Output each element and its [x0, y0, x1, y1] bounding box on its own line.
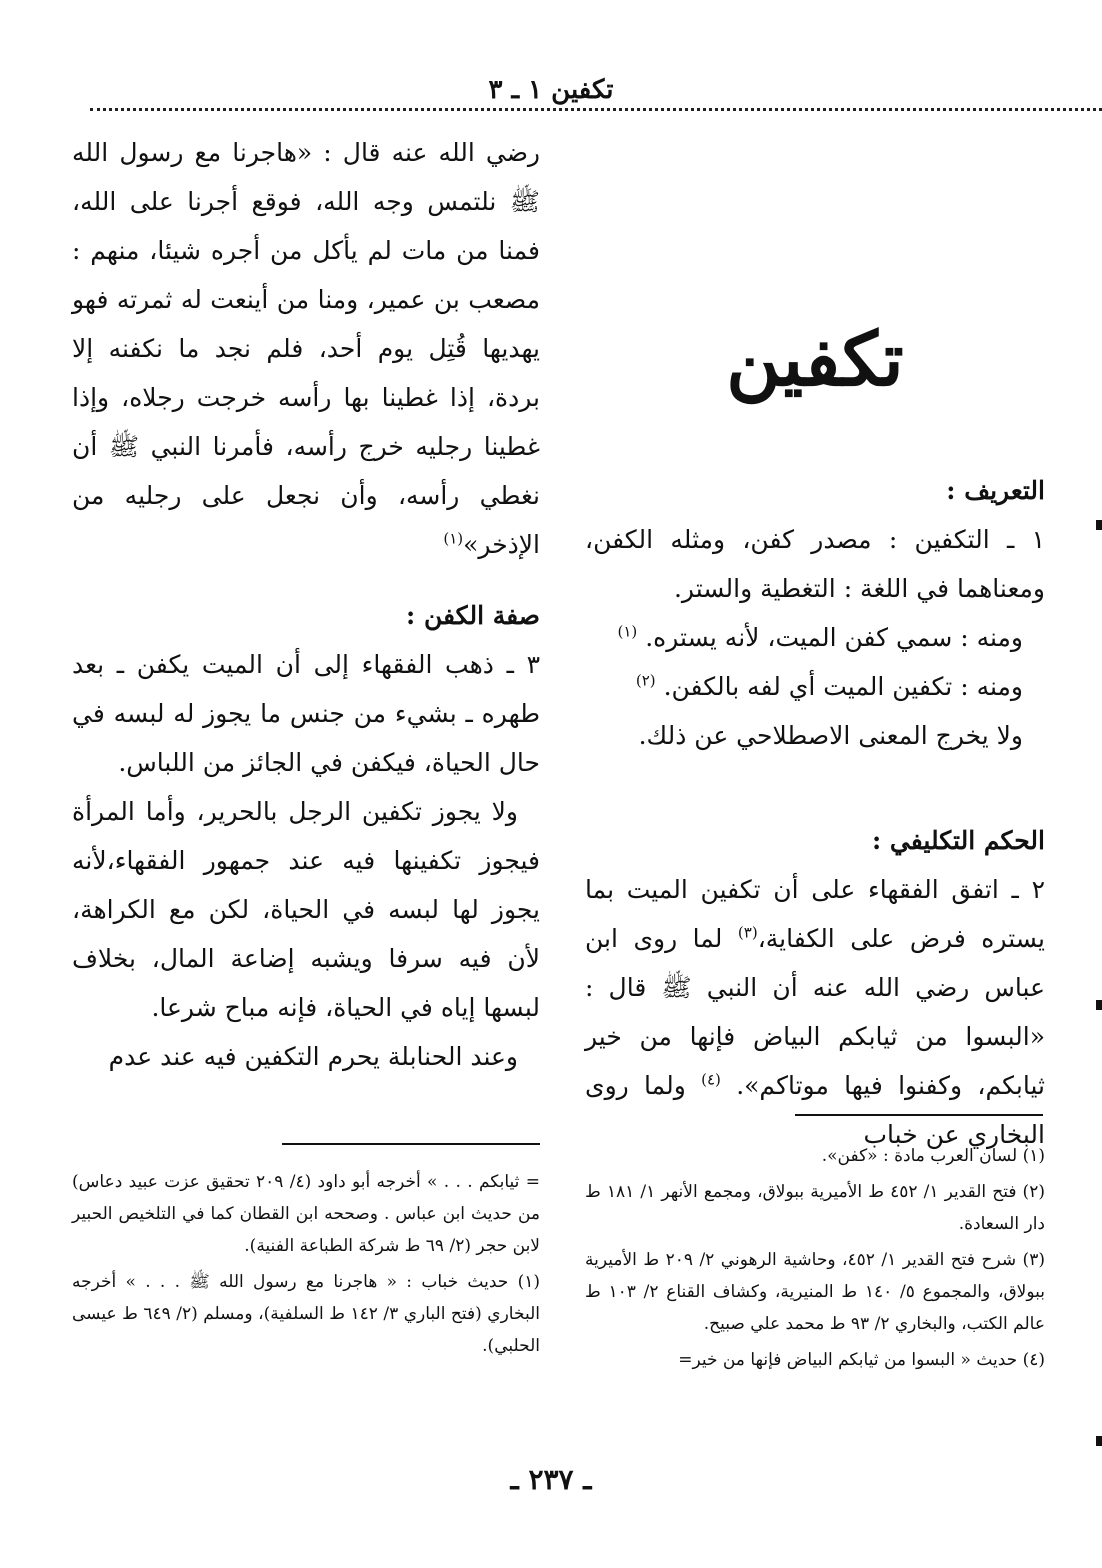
- hadith-text: رضي الله عنه قال : «هاجرنا مع رسول الله ﷺ نلتمس وجه الله، فوقع أجرنا على الله، فمنا من مات لم يأكل من أجره شيئا، منهم : مصعب بن عمير، ومنا من أينعت له ثمرته فهو يهديها قُتِل يوم أحد، فلم نجد ما نكفنه إلا بردة، إذا غطينا بها رأسه خرجت رجلاه، وإذا غطينا رجليه خرج رأسه، فأمرنا النبي ﷺ أن نغطي رأسه، وأن نجعل على رجليه من الإذخر»: [72, 138, 540, 559]
- footnote-ref-2: (٢): [635, 671, 656, 690]
- definition-paragraph: ١ ـ التكفين : مصدر كفن، ومثله الكفن، ومعناهما في اللغة : التغطية والستر.: [585, 525, 1045, 603]
- definition-line-4: ولا يخرج المعنى الاصطلاحي عن ذلك.: [638, 721, 1023, 750]
- description-heading: صفة الكفن :: [406, 601, 540, 630]
- footnote-item: (٤) حديث « البسوا من ثيابكم البياض فإنها من خير=: [678, 1350, 1045, 1370]
- hadith-continuation: [72, 128, 540, 569]
- definition-heading: التعريف :: [946, 476, 1045, 505]
- footnote-item: (٣) شرح فتح القدير ١/ ٤٥٢، وحاشية الرهوني ٢/ ٢٠٩ ط الأميرية ببولاق، والمجموع ٥/ ١٤٠ ط المنيرية، وكشاف القناع ٢/ ١٠٣ ط عالم الكتب، والبخاري ٢/ ٩٣ ط محمد علي صبيح.: [585, 1250, 1045, 1334]
- footnote-ref-1: (١): [617, 622, 638, 641]
- ruling-heading: الحكم التكليفي :: [872, 826, 1045, 855]
- footnote-item: (١) حديث خباب : « هاجرنا مع رسول الله ﷺ . . . » أخرجه البخاري (فتح الباري ٣/ ١٤٢ ط السلفية)، ومسلم (٢/ ٦٤٩ ط عيسى الحلبي).: [72, 1272, 540, 1356]
- definition-line-3-text: ومنه : تكفين الميت أي لفه بالكفن.: [663, 672, 1023, 701]
- article-title: تكفين: [726, 317, 904, 403]
- footnote-rule-left: [282, 1143, 540, 1145]
- footnote-ref-left-1: (١): [443, 529, 464, 548]
- footnotes-right: [585, 1140, 1045, 1380]
- running-title: تكفين ١ ـ ٣: [488, 75, 614, 105]
- page-number: ـ ٢٣٧ ـ: [510, 1463, 592, 1496]
- footnotes-left: [72, 1166, 540, 1366]
- right-column: [585, 128, 1045, 1159]
- description-paragraph-1: ٣ ـ ذهب الفقهاء إلى أن الميت يكفن ـ بعد طهره ـ بشيء من جنس ما يجوز له لبسه في حال الحياة، فيكفن في الجائز من اللباس.: [72, 650, 540, 777]
- footnote-rule-right: [795, 1114, 1043, 1116]
- ruling-text-c: ولما روى البخاري عن خباب: [585, 1071, 1045, 1149]
- ruling-text-b: لما روى ابن عباس رضي الله عنه أن النبي ﷺ قال : «البسوا من ثيابكم البياض فإنها من خير ثيابكم، وكفنوا فيها موتاكم».: [585, 924, 1046, 1100]
- footnote-ref-4: (٤): [701, 1070, 721, 1089]
- scan-edge-mark: [1096, 1000, 1102, 1010]
- header-dotted-rule: [90, 108, 1102, 111]
- description-paragraph-3: وعند الحنابلة يحرم التكفين فيه عند عدم: [108, 1042, 518, 1071]
- definition-line-2-text: ومنه : سمي كفن الميت، لأنه يستره.: [645, 623, 1023, 652]
- footnote-item: (٢) فتح القدير ١/ ٤٥٢ ط الأميرية ببولاق، ومجمع الأنهر ١/ ١٨١ ط دار السعادة.: [585, 1182, 1045, 1234]
- scan-edge-mark: [1096, 1436, 1102, 1446]
- description-paragraph-2: ولا يجوز تكفين الرجل بالحرير، وأما المرأة فيجوز تكفينها فيه عند جمهور الفقهاء،لأنه يجوز لها لبسه في الحياة، لكن مع الكراهة، لأن فيه سرفا ويشبه إضاعة المال، بخلاف لبسها إياه في الحياة، فإنه مباح شرعا.: [72, 797, 540, 1022]
- left-column: [72, 128, 540, 1081]
- footnote-item: (١) لسان العرب مادة : «كفن».: [821, 1146, 1045, 1166]
- definition-line-3: [585, 662, 1045, 711]
- scan-edge-mark: [1096, 520, 1102, 530]
- definition-line-2: [585, 613, 1045, 662]
- ruling-text-a: ٢ ـ اتفق الفقهاء على أن تكفين الميت بما يستره فرض على الكفاية،: [585, 875, 1045, 953]
- footnote-ref-3: (٣): [737, 923, 758, 942]
- footnote-item: = ثيابكم . . . » أخرجه أبو داود (٤/ ٢٠٩ تحقيق عزت عبيد دعاس) من حديث ابن عباس . وصححه ابن القطان كما في التلخيص الحبير لابن حجر (٢/ ٦٩ ط شركة الطباعة الفنية).: [72, 1172, 540, 1256]
